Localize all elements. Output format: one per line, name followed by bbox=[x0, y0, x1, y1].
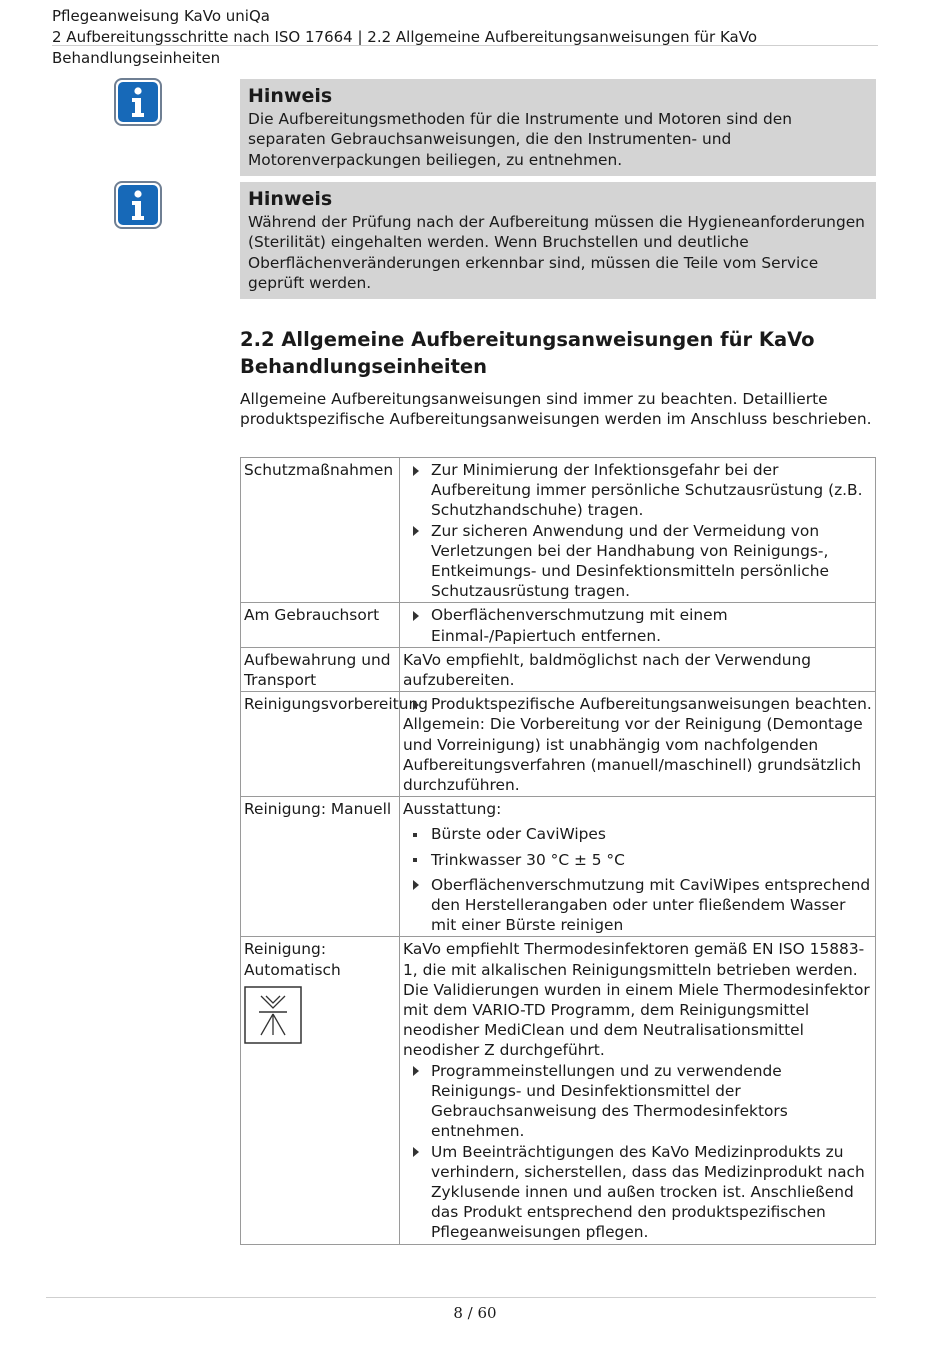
chapter-breadcrumb: 2 Aufbereitungsschritte nach ISO 17664 | 2.2 Allgemeine Aufbereitungsanweisungen für KaVo Behandlungseinheiten bbox=[52, 28, 758, 67]
note-text: Während der Prüfung nach der Aufbereitung müssen die Hygieneanforderungen (Sterilität) eingehalten werden. Wenn Bruchstellen und deutliche Oberflächenveränderungen erkennbar sind, müssen die Teile vom Service geprüft werden. bbox=[248, 213, 865, 292]
page-header bbox=[52, 6, 878, 69]
note-title: Hinweis bbox=[248, 188, 333, 210]
note-title: Hinweis bbox=[248, 85, 333, 107]
arrow-bullet-icon bbox=[413, 521, 419, 541]
row-label-cell bbox=[241, 937, 400, 1244]
row-label: Aufbewahrung und Transport bbox=[241, 647, 400, 691]
page-number: 8 / 60 bbox=[453, 1304, 497, 1322]
arrow-bullet-icon bbox=[413, 460, 419, 480]
row-label: Reinigungsvorbereitung bbox=[241, 692, 400, 797]
row-text: KaVo empfiehlt Thermodesinfektoren gemäß EN ISO 15883-1, die mit alkalischen Reinigungsmitteln betrieben werden. Die Validierungen wurden in einem Miele Thermodesinfektor mit dem VARIO-TD Programm, dem Reinigungsmittel neodisher MediClean und dem Neutralisationsmittel neodisher Z durchgeführt. bbox=[403, 940, 870, 1060]
note-box bbox=[240, 182, 876, 299]
action-step: Zur Minimierung der Infektionsgefahr bei der Aufbereitung immer persönliche Schutzausrüstung (z.B. Schutzhandschuhe) tragen. bbox=[403, 460, 872, 521]
row-content bbox=[400, 937, 876, 1244]
table-row bbox=[241, 692, 876, 797]
info-icon bbox=[114, 181, 162, 229]
action-step: Zur sicheren Anwendung und der Vermeidung von Verletzungen bei der Handhabung von Reinigungs-, Entkeimungs- und Desinfektionsmitteln persönliche Schutzausrüstung tragen. bbox=[403, 521, 872, 602]
processing-steps-table bbox=[240, 457, 876, 1245]
row-text: KaVo empfiehlt, baldmöglichst nach der Verwendung aufzubereiten. bbox=[403, 650, 812, 690]
row-content bbox=[400, 458, 876, 603]
row-label: Reinigung: Manuell bbox=[241, 797, 400, 937]
action-step: Oberflächenverschmutzung mit CaviWipes entsprechend den Herstellerangaben oder unter fließendem Wasser mit einer Bürste reinigen bbox=[403, 875, 872, 936]
row-text: Ausstattung: bbox=[403, 800, 502, 819]
arrow-bullet-icon bbox=[413, 1061, 419, 1081]
table-row bbox=[241, 458, 876, 603]
section-heading: 2.2 Allgemeine Aufbereitungsanweisungen für KaVo Behandlungseinheiten bbox=[240, 328, 815, 378]
machine-cleaning-icon bbox=[244, 986, 302, 1044]
note-box bbox=[240, 79, 876, 176]
arrow-bullet-icon bbox=[413, 875, 419, 895]
note-text: Die Aufbereitungsmethoden für die Instrumente und Motoren sind den separaten Gebrauchsanweisungen, die den Instrumenten- und Motorenverpackungen beiliegen, zu entnehmen. bbox=[248, 110, 793, 169]
square-bullet-icon bbox=[413, 824, 417, 844]
row-label: Schutzmaßnahmen bbox=[241, 458, 400, 603]
row-label: Am Gebrauchsort bbox=[241, 603, 400, 647]
arrow-bullet-icon bbox=[413, 605, 419, 625]
row-content bbox=[400, 692, 876, 797]
table-row bbox=[241, 937, 876, 1244]
action-step: Programmeinstellungen und zu verwendende Reinigungs- und Desinfektionsmittel der Gebrauchsanweisung des Thermodesinfektors entnehmen. bbox=[403, 1061, 872, 1142]
section-intro: Allgemeine Aufbereitungsanweisungen sind immer zu beachten. Detaillierte produktspezifische Aufbereitungsanweisungen werden im Anschluss beschrieben. bbox=[240, 390, 872, 428]
action-step: Oberflächenverschmutzung mit einem Einmal-/Papiertuch entfernen. bbox=[403, 605, 872, 645]
action-step: Um Beeinträchtigungen des KaVo Medizinprodukts zu verhindern, sicherstellen, dass das Medizinprodukt nach Zyklusende innen und außen trocken ist. Anschließend das Produkt entsprechend den produktspezifischen Pflegeanweisungen pflegen. bbox=[403, 1142, 872, 1243]
arrow-bullet-icon bbox=[413, 1142, 419, 1162]
action-step: Produktspezifische Aufbereitungsanweisungen beachten. bbox=[403, 694, 872, 714]
footer-divider bbox=[46, 1297, 876, 1298]
row-content bbox=[400, 797, 876, 937]
table-row bbox=[241, 797, 876, 937]
row-content bbox=[400, 603, 876, 647]
list-item: Trinkwasser 30 °C ± 5 °C bbox=[403, 850, 872, 870]
table-row bbox=[241, 603, 876, 647]
row-label: Reinigung: Automatisch bbox=[244, 940, 341, 979]
row-content bbox=[400, 647, 876, 691]
table-row bbox=[241, 647, 876, 691]
list-item: Bürste oder CaviWipes bbox=[403, 824, 872, 844]
square-bullet-icon bbox=[413, 850, 417, 870]
info-icon bbox=[114, 78, 162, 126]
arrow-bullet-icon bbox=[413, 694, 419, 714]
header-divider bbox=[52, 45, 878, 46]
document-title: Pflegeanweisung KaVo uniQa bbox=[52, 7, 270, 25]
row-text: Allgemein: Die Vorbereitung vor der Reinigung (Demontage und Vorreinigung) ist unabhängig vom nachfolgenden Aufbereitungsverfahren (manuell/maschinell) grundsätzlich durchzuführen. bbox=[403, 715, 863, 795]
